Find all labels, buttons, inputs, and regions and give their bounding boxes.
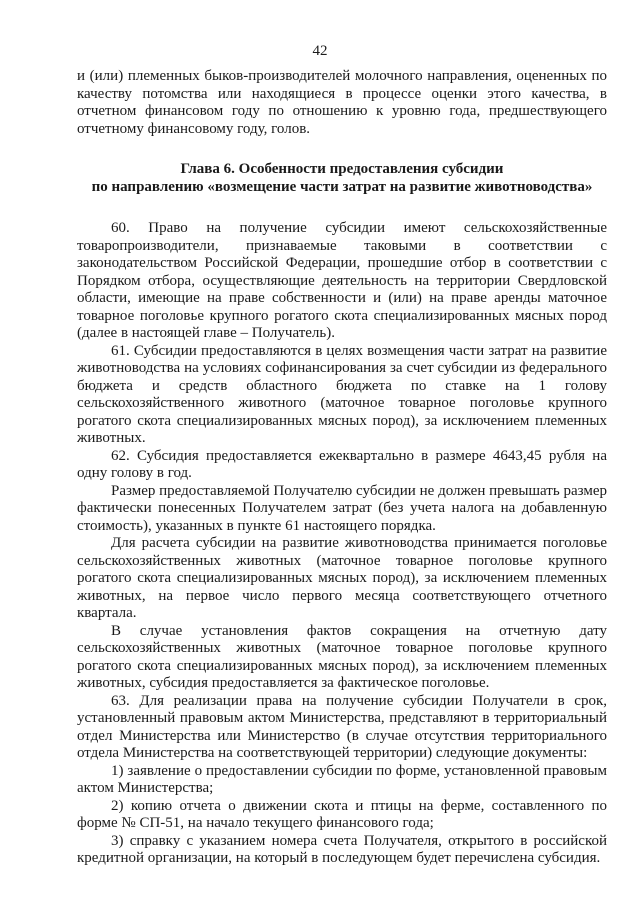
chapter-heading-line-1: Глава 6. Особенности предоставления субсидии — [180, 161, 504, 177]
paragraph-calculation: Для расчета субсидии на развитие животноводства принимается поголовье сельскохозяйственных животных (маточное товарное поголовье крупного рогатого скота специализированных мясных пород), за исключением племенных животных, на первое число первого месяца соответствующего отчетного квартала. — [77, 535, 607, 621]
list-item-1: 1) заявление о предоставлении субсидии по форме, установленной правовым актом Министерства; — [77, 762, 607, 796]
list-item-2: 2) копию отчета о движении скота и птицы на ферме, составленного по форме № СП-51, на начало текущего финансового года; — [77, 797, 607, 831]
chapter-heading-line-2: по направлению «возмещение части затрат на развитие животноводства» — [91, 179, 593, 195]
paragraph-subsidy-limit: Размер предоставляемой Получателю субсидии не должен превышать размер фактически понесенных Получателем затрат (без учета налога на добавленную стоимость), указанных в пункте 61 настоящего порядка. — [77, 482, 607, 534]
paragraph-63: 63. Для реализации права на получение субсидии Получатели в срок, установленный правовым актом Министерства, представляют в территориальный отдел Министерства или Министерство (в случае отсутствия территориального отдела Министерства на соответствующей территории) следующие документы: — [77, 692, 607, 761]
paragraph-61: 61. Субсидии предоставляются в целях возмещения части затрат на развитие животноводства на условиях софинансирования за счет субсидии из федерального бюджета и средств областного бюджета по ставке на 1 голову сельскохозяйственного животного (маточное товарное поголовье крупного рогатого скота специализированных мясных пород), за исключением племенных животных. — [77, 342, 607, 446]
list-item-3: 3) справку с указанием номера счета Получателя, открытого в российской кредитной организации, на который в последующем будет перечислена субсидия. — [77, 832, 607, 866]
page-number: 42 — [312, 43, 328, 59]
chapter-heading — [77, 160, 607, 196]
document-body — [77, 68, 607, 868]
intro-paragraph: и (или) племенных быков-производителей молочного направления, оцененных по качеству потомства или находящиеся в процессе оценки этого качества, в отчетном финансовом году по отношению к уровню года, предшествующего отчетному финансовому году, голов. — [77, 68, 607, 137]
paragraph-reduction: В случае установления фактов сокращения на отчетную дату сельскохозяйственных животных (маточное товарное поголовье крупного рогатого скота специализированных мясных пород), за исключением племенных животных, субсидия предоставляется за фактическое поголовье. — [77, 622, 607, 691]
paragraph-62: 62. Субсидия предоставляется ежеквартально в размере 4643,45 рубля на одну голову в год. — [77, 447, 607, 481]
paragraph-60: 60. Право на получение субсидии имеют сельскохозяйственные товаропроизводители, признаваемые таковыми в соответствии с законодательством Российской Федерации, прошедшие отбор в соответствии с Порядком отбора, осуществляющие деятельность на территории Свердловской области, имеющие на праве собственности и (или) на праве аренды маточное товарное поголовье крупного рогатого скота специализированных мясных пород (далее в настоящей главе – Получатель). — [77, 220, 607, 341]
